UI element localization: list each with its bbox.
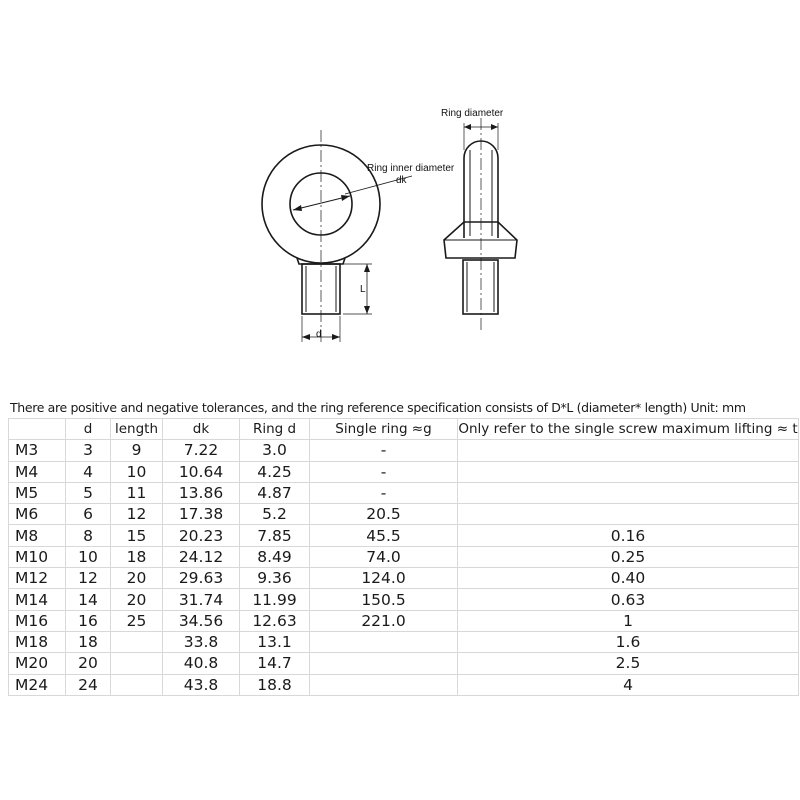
cell-model: M4 bbox=[9, 461, 66, 482]
cell-model: M5 bbox=[9, 482, 66, 503]
ring-inner-diameter-label: Ring inner diameter bbox=[367, 163, 455, 174]
cell-model: M3 bbox=[9, 440, 66, 461]
cell-max-lifting: 1.6 bbox=[458, 631, 799, 652]
cell-d: 10 bbox=[66, 546, 111, 567]
cell-model: M6 bbox=[9, 504, 66, 525]
header-model bbox=[9, 419, 66, 440]
table-row bbox=[9, 653, 799, 674]
table-row bbox=[9, 440, 799, 461]
cell-d: 24 bbox=[66, 674, 111, 695]
cell-d: 3 bbox=[66, 440, 111, 461]
cell-single-ring-weight: 20.5 bbox=[310, 504, 458, 525]
table-row bbox=[9, 504, 799, 525]
cell-ring-d: 12.63 bbox=[240, 610, 310, 631]
cell-dk: 43.8 bbox=[163, 674, 240, 695]
cell-single-ring-weight: 150.5 bbox=[310, 589, 458, 610]
cell-d: 20 bbox=[66, 653, 111, 674]
cell-ring-d: 11.99 bbox=[240, 589, 310, 610]
cell-dk: 34.56 bbox=[163, 610, 240, 631]
arrowheads bbox=[293, 195, 370, 340]
cell-length: 9 bbox=[111, 440, 163, 461]
cell-single-ring-weight: 74.0 bbox=[310, 546, 458, 567]
cell-max-lifting bbox=[458, 504, 799, 525]
cell-max-lifting bbox=[458, 482, 799, 503]
cell-model: M16 bbox=[9, 610, 66, 631]
cell-d: 12 bbox=[66, 568, 111, 589]
cell-single-ring-weight bbox=[310, 674, 458, 695]
cell-max-lifting: 2.5 bbox=[458, 653, 799, 674]
cell-ring-d: 4.87 bbox=[240, 482, 310, 503]
cell-single-ring-weight: - bbox=[310, 482, 458, 503]
cell-length: 18 bbox=[111, 546, 163, 567]
header-dk: dk bbox=[163, 419, 240, 440]
table-row bbox=[9, 482, 799, 503]
cell-model: M8 bbox=[9, 525, 66, 546]
header-ring-d: Ring d bbox=[240, 419, 310, 440]
specification-table-section bbox=[8, 398, 798, 696]
table-body bbox=[9, 440, 799, 696]
cell-model: M12 bbox=[9, 568, 66, 589]
cell-ring-d: 3.0 bbox=[240, 440, 310, 461]
cell-length: 15 bbox=[111, 525, 163, 546]
cell-d: 8 bbox=[66, 525, 111, 546]
L-label: L bbox=[360, 284, 366, 295]
cell-length: 10 bbox=[111, 461, 163, 482]
cell-single-ring-weight: 45.5 bbox=[310, 525, 458, 546]
dk-dimension-line bbox=[293, 196, 350, 210]
header-max-lifting: Only refer to the single screw maximum lifting ≈ t bbox=[458, 419, 799, 440]
cell-dk: 13.86 bbox=[163, 482, 240, 503]
cell-length: 20 bbox=[111, 589, 163, 610]
cell-length: 12 bbox=[111, 504, 163, 525]
cell-length: 25 bbox=[111, 610, 163, 631]
cell-model: M24 bbox=[9, 674, 66, 695]
cell-ring-d: 5.2 bbox=[240, 504, 310, 525]
cell-model: M10 bbox=[9, 546, 66, 567]
cell-d: 5 bbox=[66, 482, 111, 503]
cell-single-ring-weight: - bbox=[310, 440, 458, 461]
cell-single-ring-weight: 124.0 bbox=[310, 568, 458, 589]
cell-dk: 10.64 bbox=[163, 461, 240, 482]
cell-max-lifting: 0.16 bbox=[458, 525, 799, 546]
table-row bbox=[9, 589, 799, 610]
cell-dk: 20.23 bbox=[163, 525, 240, 546]
dk-label: dk bbox=[396, 175, 407, 186]
cell-dk: 29.63 bbox=[163, 568, 240, 589]
cell-max-lifting: 1 bbox=[458, 610, 799, 631]
table-row bbox=[9, 461, 799, 482]
cell-ring-d: 8.49 bbox=[240, 546, 310, 567]
cell-dk: 7.22 bbox=[163, 440, 240, 461]
cell-ring-d: 7.85 bbox=[240, 525, 310, 546]
cell-d: 4 bbox=[66, 461, 111, 482]
cell-ring-d: 4.25 bbox=[240, 461, 310, 482]
cell-d: 6 bbox=[66, 504, 111, 525]
cell-max-lifting: 0.25 bbox=[458, 546, 799, 567]
cell-model: M20 bbox=[9, 653, 66, 674]
table-row bbox=[9, 674, 799, 695]
cell-dk: 31.74 bbox=[163, 589, 240, 610]
table-row bbox=[9, 546, 799, 567]
cell-ring-d: 13.1 bbox=[240, 631, 310, 652]
cell-length bbox=[111, 631, 163, 652]
cell-single-ring-weight: - bbox=[310, 461, 458, 482]
side-threaded-shank bbox=[463, 260, 498, 314]
cell-max-lifting: 4 bbox=[458, 674, 799, 695]
cell-dk: 40.8 bbox=[163, 653, 240, 674]
cell-max-lifting bbox=[458, 461, 799, 482]
cell-max-lifting: 0.40 bbox=[458, 568, 799, 589]
cell-d: 16 bbox=[66, 610, 111, 631]
cell-length: 11 bbox=[111, 482, 163, 503]
cell-max-lifting bbox=[458, 440, 799, 461]
cell-length bbox=[111, 653, 163, 674]
table-caption: There are positive and negative tolerances, and the ring reference specification consists of D*L (diameter* length) Unit: mm bbox=[10, 400, 746, 415]
table-header-row bbox=[9, 419, 799, 440]
cell-single-ring-weight: 221.0 bbox=[310, 610, 458, 631]
cell-ring-d: 9.36 bbox=[240, 568, 310, 589]
ring-diameter-label: Ring diameter bbox=[441, 108, 504, 119]
header-single-ring-weight: Single ring ≈g bbox=[310, 419, 458, 440]
cell-ring-d: 14.7 bbox=[240, 653, 310, 674]
cell-max-lifting: 0.63 bbox=[458, 589, 799, 610]
header-d: d bbox=[66, 419, 111, 440]
cell-dk: 17.38 bbox=[163, 504, 240, 525]
cell-model: M14 bbox=[9, 589, 66, 610]
table-row bbox=[9, 610, 799, 631]
table-row bbox=[9, 525, 799, 546]
cell-ring-d: 18.8 bbox=[240, 674, 310, 695]
cell-length: 20 bbox=[111, 568, 163, 589]
table-row bbox=[9, 568, 799, 589]
cell-d: 18 bbox=[66, 631, 111, 652]
header-length: length bbox=[111, 419, 163, 440]
eye-bolt-technical-drawing bbox=[0, 0, 800, 390]
cell-d: 14 bbox=[66, 589, 111, 610]
table-row bbox=[9, 631, 799, 652]
cell-dk: 24.12 bbox=[163, 546, 240, 567]
cell-dk: 33.8 bbox=[163, 631, 240, 652]
d-label: d bbox=[316, 329, 322, 340]
side-view bbox=[444, 118, 517, 330]
cell-single-ring-weight bbox=[310, 653, 458, 674]
cell-single-ring-weight bbox=[310, 631, 458, 652]
cell-model: M18 bbox=[9, 631, 66, 652]
cell-length bbox=[111, 674, 163, 695]
specification-table bbox=[8, 418, 799, 696]
